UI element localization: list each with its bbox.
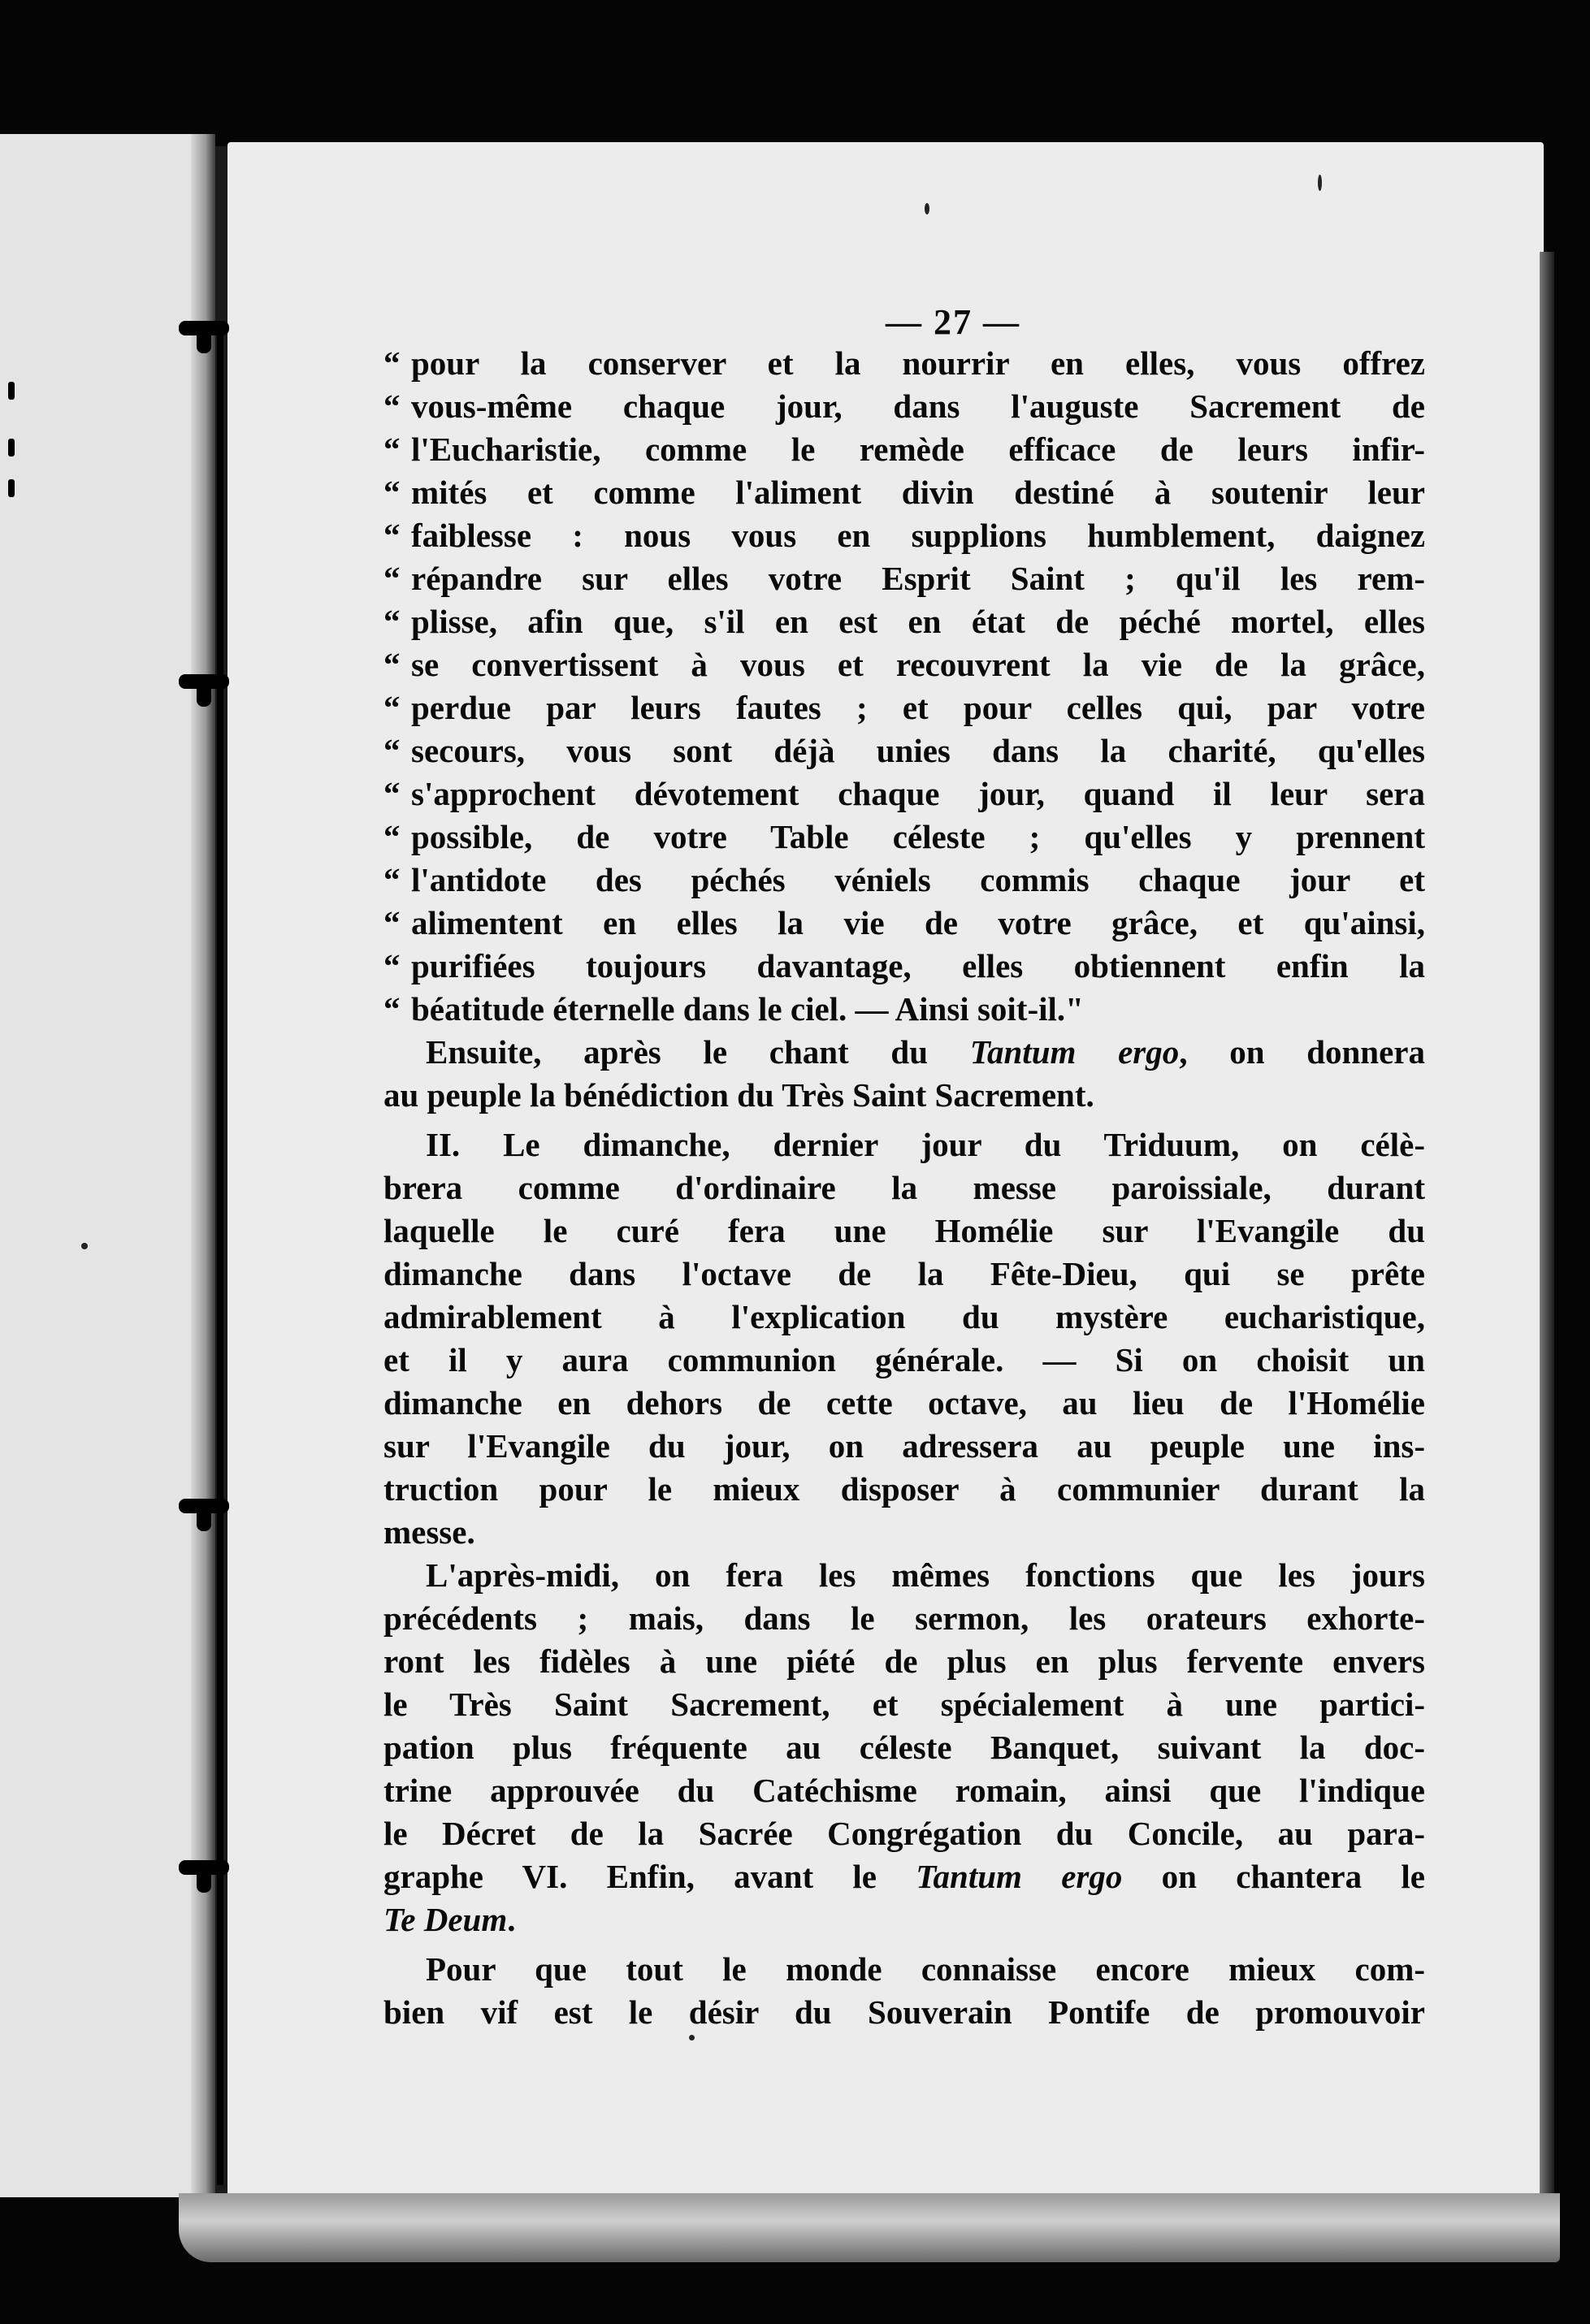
paragraph-line: et il y aura communion générale. — Si on choisit un <box>383 1341 1425 1378</box>
paragraph-line: messe. <box>383 1513 475 1551</box>
paragraph-line <box>383 1898 1425 1941</box>
quote-line <box>383 988 1425 1031</box>
italic-text: Te Deum <box>383 1901 508 1938</box>
quote-line <box>383 902 1425 945</box>
quote-line-text: répandre sur elles votre Esprit Saint ; qu'il les rem- <box>411 560 1425 597</box>
paragraph-benediction <box>383 1031 1425 1117</box>
paragraph-line: bien vif est le désir du Souverain Pontife de promouvoir <box>383 1993 1425 2031</box>
scan-speck <box>1318 175 1322 191</box>
text-run: Ensuite, après le chant du <box>426 1033 970 1071</box>
quote-mark: “ <box>383 904 401 941</box>
quote-mark: “ <box>383 990 401 1028</box>
quote-mark: “ <box>383 861 401 898</box>
quote-line-text: plisse, afin que, s'il en est en état de péché mortel, elles <box>411 603 1425 640</box>
quote-line-text: s'approchent dévotement chaque jour, quand il leur sera <box>411 775 1425 812</box>
prayer-quote <box>383 342 1425 1031</box>
quote-mark: “ <box>383 689 401 726</box>
quote-mark: “ <box>383 431 401 468</box>
binding-stitch <box>179 321 229 335</box>
text-run: , on donnera <box>1179 1033 1425 1071</box>
quote-line <box>383 342 1425 385</box>
quote-line-text: vous-même chaque jour, dans l'auguste Sacrement de <box>411 387 1425 425</box>
page-number: — 27 — <box>886 302 1020 342</box>
italic-text: Tantum ergo <box>916 1858 1123 1895</box>
italic-text: Tantum ergo <box>969 1033 1180 1071</box>
quote-line-text: se convertissent à vous et recouvrent la vie de la grâce, <box>411 646 1425 683</box>
quote-mark: “ <box>383 732 401 769</box>
paragraph-line: truction pour le mieux disposer à communier durant la <box>383 1470 1425 1508</box>
text-run: on chantera le <box>1122 1858 1425 1895</box>
quote-line-text: l'Eucharistie, comme le remède efficace de leurs infir- <box>411 431 1425 468</box>
text-run: . <box>507 1901 516 1938</box>
page-text-block <box>383 301 1425 2034</box>
binding-stitch <box>179 1499 229 1513</box>
quote-mark: “ <box>383 947 401 985</box>
paragraph-line: laquelle le curé fera une Homélie sur l'Evangile du <box>383 1212 1425 1249</box>
quote-line-text: perdue par leurs fautes ; et pour celles qui, par votre <box>411 689 1425 726</box>
quote-mark: “ <box>383 646 401 683</box>
paragraph-sunday <box>383 1123 1425 1554</box>
paragraph-line: trine approuvée du Catéchisme romain, ainsi que l'indique <box>383 1772 1425 1809</box>
quote-line <box>383 557 1425 600</box>
quote-line <box>383 600 1425 643</box>
paragraph-line <box>383 1855 1425 1898</box>
quote-line <box>383 514 1425 557</box>
quote-line-text: secours, vous sont déjà unies dans la charité, qu'elles <box>411 732 1425 769</box>
quote-line-text: alimentent en elles la vie de votre grâce, et qu'ainsi, <box>411 904 1425 941</box>
quote-mark: “ <box>383 818 401 855</box>
scan-speck <box>689 2035 695 2041</box>
quote-line <box>383 643 1425 686</box>
left-page-mark <box>8 382 15 400</box>
binding-stitch <box>179 1860 229 1875</box>
quote-line <box>383 729 1425 773</box>
quote-line-text: possible, de votre Table céleste ; qu'elles y prennent <box>411 818 1425 855</box>
quote-line-text: mités et comme l'aliment divin destiné à soutenir leur <box>411 474 1425 511</box>
paragraph-line: Pour que tout le monde connaisse encore mieux com- <box>426 1950 1425 1988</box>
quote-mark: “ <box>383 344 401 382</box>
binding-stitch <box>179 674 229 689</box>
left-page-mark <box>8 479 15 497</box>
paragraph-line: admirablement à l'explication du mystère eucharistique, <box>383 1298 1425 1335</box>
quote-mark: “ <box>383 603 401 640</box>
left-page-fragment <box>0 134 211 2197</box>
quote-line <box>383 428 1425 471</box>
paragraph-line: le Très Saint Sacrement, et spécialement à une partici- <box>383 1686 1425 1723</box>
quote-line-text: faiblesse : nous vous en supplions humblement, daignez <box>411 517 1425 554</box>
quote-line <box>383 471 1425 514</box>
quote-mark: “ <box>383 775 401 812</box>
paragraph-line: précédents ; mais, dans le sermon, les orateurs exhorte- <box>383 1599 1425 1637</box>
quote-line-text: purifiées toujours davantage, elles obtiennent enfin la <box>411 947 1425 985</box>
quote-line-text: pour la conserver et la nourrir en elles, vous offrez <box>411 344 1425 382</box>
paragraph-line: au peuple la bénédiction du Très Saint Sacrement. <box>383 1076 1094 1114</box>
quote-line <box>383 945 1425 988</box>
paragraph-line: pation plus fréquente au céleste Banquet, suivant la doc- <box>383 1729 1425 1766</box>
quote-mark: “ <box>383 474 401 511</box>
paragraph-line: dimanche dans l'octave de la Fête-Dieu, qui se prête <box>383 1255 1425 1292</box>
paragraph-line: brera comme d'ordinaire la messe paroissiale, durant <box>383 1169 1425 1206</box>
paragraph-line: ront les fidèles à une piété de plus en plus fervente envers <box>383 1642 1425 1680</box>
quote-line <box>383 686 1425 729</box>
paragraph-line: II. Le dimanche, dernier jour du Triduum, on célè- <box>426 1126 1425 1163</box>
page-bottom-edge <box>179 2193 1560 2262</box>
quote-mark: “ <box>383 517 401 554</box>
left-page-mark <box>8 439 15 457</box>
paragraph-afternoon <box>383 1554 1425 1941</box>
page-edge-shadow <box>1540 252 1554 2218</box>
scan-speck <box>81 1243 88 1249</box>
quote-line-text: l'antidote des péchés véniels commis chaque jour et <box>411 861 1425 898</box>
text-run: graphe VI. Enfin, avant le <box>383 1858 916 1895</box>
quote-line <box>383 773 1425 816</box>
quote-mark: “ <box>383 560 401 597</box>
paragraph-pontiff <box>383 1948 1425 2034</box>
quote-line <box>383 385 1425 428</box>
quote-line <box>383 859 1425 902</box>
quote-mark: “ <box>383 387 401 425</box>
paragraph-line: sur l'Evangile du jour, on adressera au peuple une ins- <box>383 1427 1425 1465</box>
quote-line <box>383 816 1425 859</box>
binding-thread <box>217 325 223 2185</box>
paragraph-line: dimanche en dehors de cette octave, au lieu de l'Homélie <box>383 1384 1425 1422</box>
paragraph-line: L'après-midi, on fera les mêmes fonctions que les jours <box>426 1556 1425 1594</box>
scan-speck <box>925 203 929 214</box>
paragraph-line <box>383 1031 1425 1074</box>
paragraph-line: le Décret de la Sacrée Congrégation du Concile, au para- <box>383 1815 1425 1852</box>
quote-line-text: béatitude éternelle dans le ciel. — Ainsi soit-il." <box>411 990 1084 1028</box>
